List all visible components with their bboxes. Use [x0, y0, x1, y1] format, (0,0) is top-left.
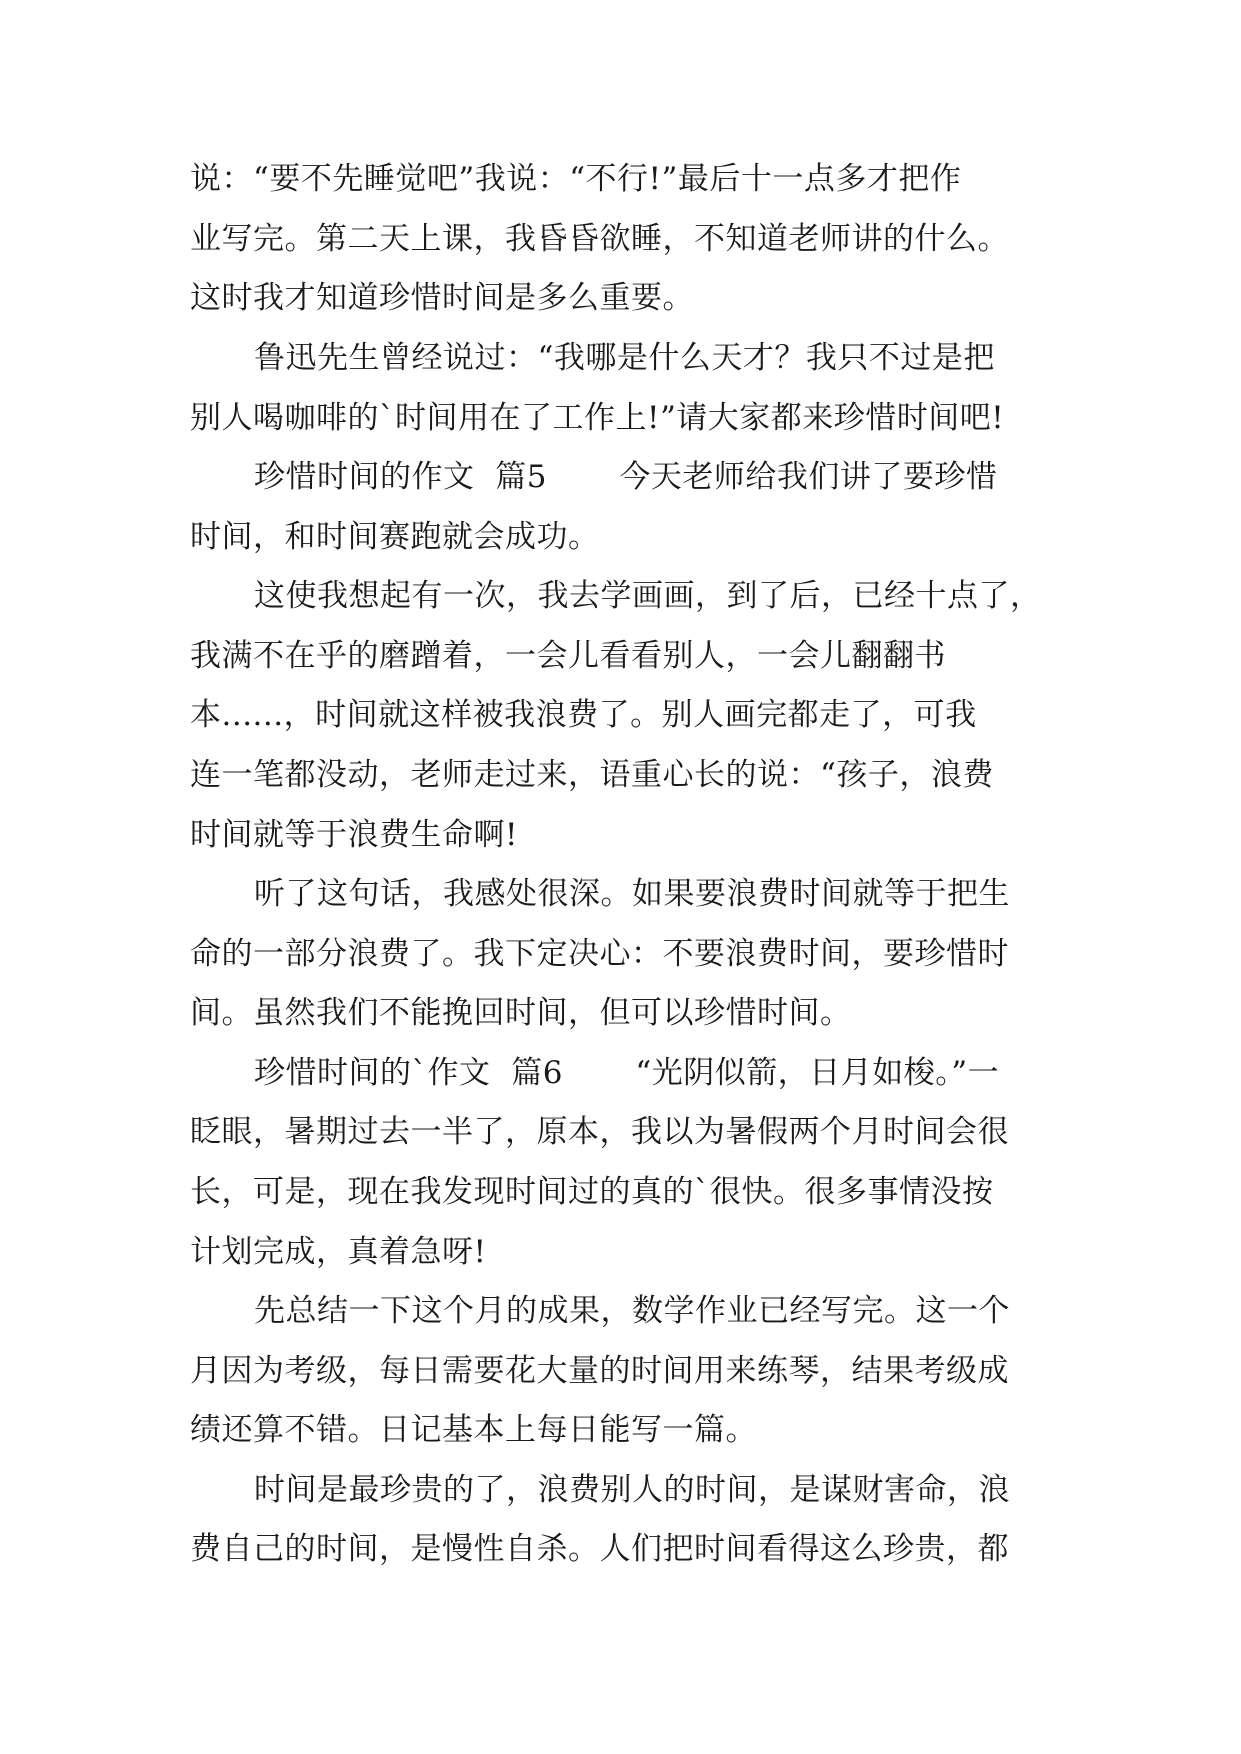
paragraph-first-line: 这使我想起有一次，我去学画画，到了后，已经十点了， — [254, 578, 1042, 614]
text-line: 说：“要不先睡觉吧”我说：“不行!”最后十一点多才把作 — [190, 161, 962, 197]
paragraph-first-line: 鲁迅先生曾经说过：“我哪是什么天才？我只不过是把 — [254, 340, 995, 376]
text-line: 时间，和时间赛跑就会成功。 — [190, 519, 600, 555]
text-line: 眨眼，暑期过去一半了，原本，我以为暑假两个月时间会很 — [190, 1114, 1009, 1150]
text-line: 我满不在乎的磨蹭着，一会儿看看别人，一会儿翻翻书 — [190, 638, 946, 674]
section-heading-line: 珍惜时间的作文 篇5 今天老师给我们讲了要珍惜 — [254, 459, 998, 495]
section-heading-line: 珍惜时间的`作文 篇6 “光阴似箭，日月如梭。”一 — [254, 1055, 1000, 1091]
text-line: 连一笔都没动，老师走过来，语重心长的说：“孩子，浪费 — [190, 757, 994, 793]
text-line: 别人喝咖啡的`时间用在了工作上!”请大家都来珍惜时间吧! — [190, 400, 1005, 436]
text-line: 长，可是，现在我发现时间过的真的`很快。很多事情没按 — [190, 1174, 994, 1210]
text-line: 绩还算不错。日记基本上每日能写一篇。 — [190, 1412, 757, 1448]
text-line: 间。虽然我们不能挽回时间，但可以珍惜时间。 — [190, 995, 852, 1031]
paragraph-first-line: 听了这句话，我感处很深。如果要浪费时间就等于把生 — [254, 876, 1010, 912]
text-line: 命的一部分浪费了。我下定决心：不要浪费时间，要珍惜时 — [190, 936, 1009, 972]
text-line: 时间就等于浪费生命啊! — [190, 817, 518, 853]
text-line: 业写完。第二天上课，我昏昏欲睡，不知道老师讲的什么。 — [190, 221, 1009, 257]
text-line: 计划完成，真着急呀! — [190, 1234, 487, 1270]
text-line: 本......，时间就这样被我浪费了。别人画完都走了，可我 — [190, 697, 977, 733]
text-line: 月因为考级，每日需要花大量的时间用来练琴，结果考级成 — [190, 1353, 1009, 1389]
paragraph-first-line: 先总结一下这个月的成果，数学作业已经写完。这一个 — [254, 1293, 1010, 1329]
paragraph-first-line: 时间是最珍贵的了，浪费别人的时间，是谋财害命，浪 — [254, 1472, 1010, 1508]
text-line: 这时我才知道珍惜时间是多么重要。 — [190, 280, 694, 316]
text-line: 费自己的时间，是慢性自杀。人们把时间看得这么珍贵，都 — [190, 1531, 1009, 1567]
